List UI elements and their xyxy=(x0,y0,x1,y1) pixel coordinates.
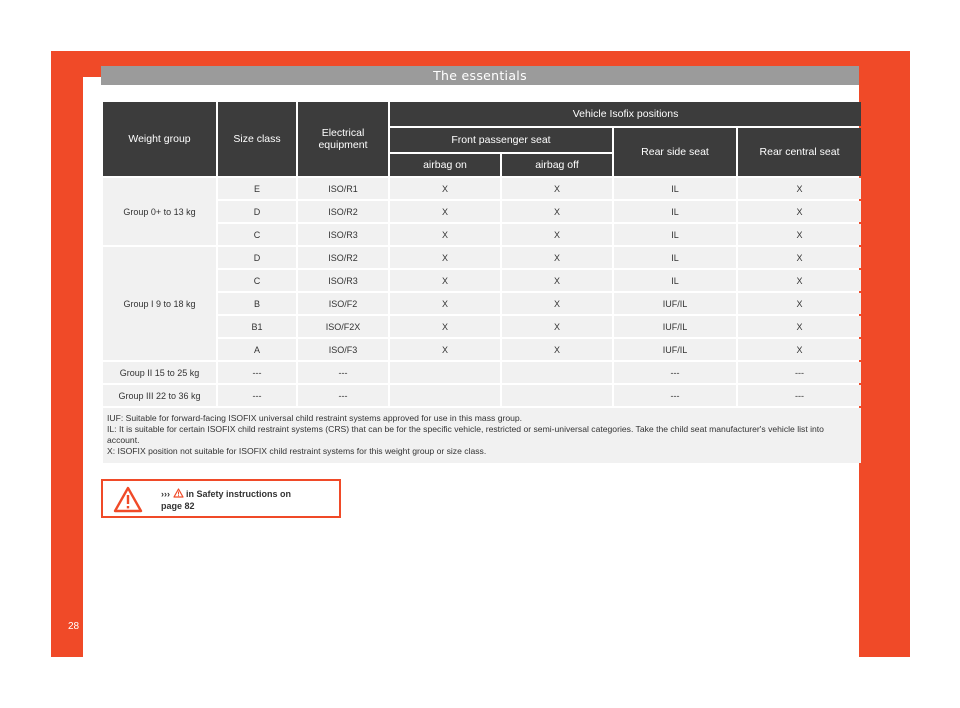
table-cell: X xyxy=(502,339,612,360)
table-cell: X xyxy=(390,201,500,222)
weight-group-cell: Group II 15 to 25 kg xyxy=(103,362,216,383)
table-cell: X xyxy=(502,293,612,314)
table-cell: X xyxy=(502,178,612,199)
table-cell: ISO/R3 xyxy=(298,270,388,291)
table-cell: --- xyxy=(218,385,296,406)
section-title: The essentials xyxy=(101,66,859,85)
table-cell: B1 xyxy=(218,316,296,337)
table-cell: X xyxy=(738,224,861,245)
table-row xyxy=(103,293,861,314)
header-rear-central-seat: Rear central seat xyxy=(738,128,861,176)
header-vehicle-isofix-positions: Vehicle Isofix positions xyxy=(390,102,861,126)
table-cell: E xyxy=(218,178,296,199)
table-cell xyxy=(502,362,612,383)
table-cell: IL xyxy=(614,247,736,268)
weight-group-cell: Group III 22 to 36 kg xyxy=(103,385,216,406)
table-cell: X xyxy=(738,178,861,199)
table-cell: ISO/F2X xyxy=(298,316,388,337)
table-row xyxy=(103,339,861,360)
table-cell: C xyxy=(218,224,296,245)
page-number: 28 xyxy=(68,621,80,632)
table-row xyxy=(103,385,861,406)
table-cell: X xyxy=(502,224,612,245)
table-row xyxy=(103,201,861,222)
table-cell: --- xyxy=(218,362,296,383)
table-cell: --- xyxy=(614,385,736,406)
table-cell: D xyxy=(218,201,296,222)
table-cell: ISO/R3 xyxy=(298,224,388,245)
table-row xyxy=(103,224,861,245)
table-row xyxy=(103,178,861,199)
table-cell xyxy=(390,362,500,383)
note-il: IL: It is suitable for certain ISOFIX child restraint systems (CRS) that can be for the specific vehicle, restricted or semi-universal categories. Take the child seat manufacturer's vehicle list into account. xyxy=(107,424,824,445)
warning-reference[interactable] xyxy=(161,488,331,512)
table-cell: X xyxy=(502,201,612,222)
table-cell: X xyxy=(738,316,861,337)
header-size-class: Size class xyxy=(218,102,296,176)
warning-text-line2: page 82 xyxy=(161,501,195,511)
header-airbag-on: airbag on xyxy=(390,154,500,176)
table-row xyxy=(103,362,861,383)
table-cell: X xyxy=(390,247,500,268)
table-cell: X xyxy=(390,224,500,245)
table-row xyxy=(103,270,861,291)
table-cell: IUF/IL xyxy=(614,293,736,314)
table-cell: IL xyxy=(614,201,736,222)
table-cell: IUF/IL xyxy=(614,316,736,337)
table-cell: --- xyxy=(738,385,861,406)
note-x: X: ISOFIX position not suitable for ISOFIX child restraint systems for this weight group or size class. xyxy=(107,446,487,456)
header-front-passenger-seat: Front passenger seat xyxy=(390,128,612,152)
weight-group-cell: Group I 9 to 18 kg xyxy=(103,247,216,360)
isofix-table xyxy=(101,100,863,465)
table-notes-row xyxy=(103,408,861,463)
small-warning-icon xyxy=(173,488,184,501)
table-cell: ISO/F2 xyxy=(298,293,388,314)
table-cell: ISO/F3 xyxy=(298,339,388,360)
table-cell: X xyxy=(390,270,500,291)
table-notes xyxy=(103,408,861,463)
table-cell: IL xyxy=(614,178,736,199)
table-cell: B xyxy=(218,293,296,314)
table-cell: X xyxy=(502,247,612,268)
table-row xyxy=(103,316,861,337)
table-cell: --- xyxy=(738,362,861,383)
table-cell: IL xyxy=(614,270,736,291)
table-cell: IL xyxy=(614,224,736,245)
table-cell: X xyxy=(738,247,861,268)
table-cell: X xyxy=(390,178,500,199)
table-cell: X xyxy=(738,339,861,360)
table-cell: X xyxy=(738,293,861,314)
table-cell: X xyxy=(390,316,500,337)
table-cell: X xyxy=(502,316,612,337)
table-cell: A xyxy=(218,339,296,360)
arrow-prefix: ››› xyxy=(161,489,170,499)
table-cell: --- xyxy=(298,385,388,406)
table-cell: IUF/IL xyxy=(614,339,736,360)
table-cell xyxy=(390,385,500,406)
table-cell: D xyxy=(218,247,296,268)
header-airbag-off: airbag off xyxy=(502,154,612,176)
table-cell: X xyxy=(390,293,500,314)
warning-triangle-icon xyxy=(113,486,143,517)
header-weight-group: Weight group xyxy=(103,102,216,176)
table-cell xyxy=(502,385,612,406)
table-cell: --- xyxy=(298,362,388,383)
table-cell: --- xyxy=(614,362,736,383)
table-cell: ISO/R1 xyxy=(298,178,388,199)
weight-group-cell: Group 0+ to 13 kg xyxy=(103,178,216,245)
table-cell: ISO/R2 xyxy=(298,247,388,268)
table-cell: C xyxy=(218,270,296,291)
header-rear-side-seat: Rear side seat xyxy=(614,128,736,176)
table-cell: X xyxy=(502,270,612,291)
warning-text-line1: in Safety instructions on xyxy=(186,489,292,499)
table-cell: X xyxy=(738,201,861,222)
table-row xyxy=(103,247,861,268)
safety-warning-box xyxy=(101,479,341,518)
table-cell: X xyxy=(390,339,500,360)
table-cell: X xyxy=(738,270,861,291)
table-cell: ISO/R2 xyxy=(298,201,388,222)
header-electrical-equipment: Electrical equipment xyxy=(298,102,388,176)
note-iuf: IUF: Suitable for forward-facing ISOFIX universal child restraint systems approved for use in this mass group. xyxy=(107,413,523,423)
